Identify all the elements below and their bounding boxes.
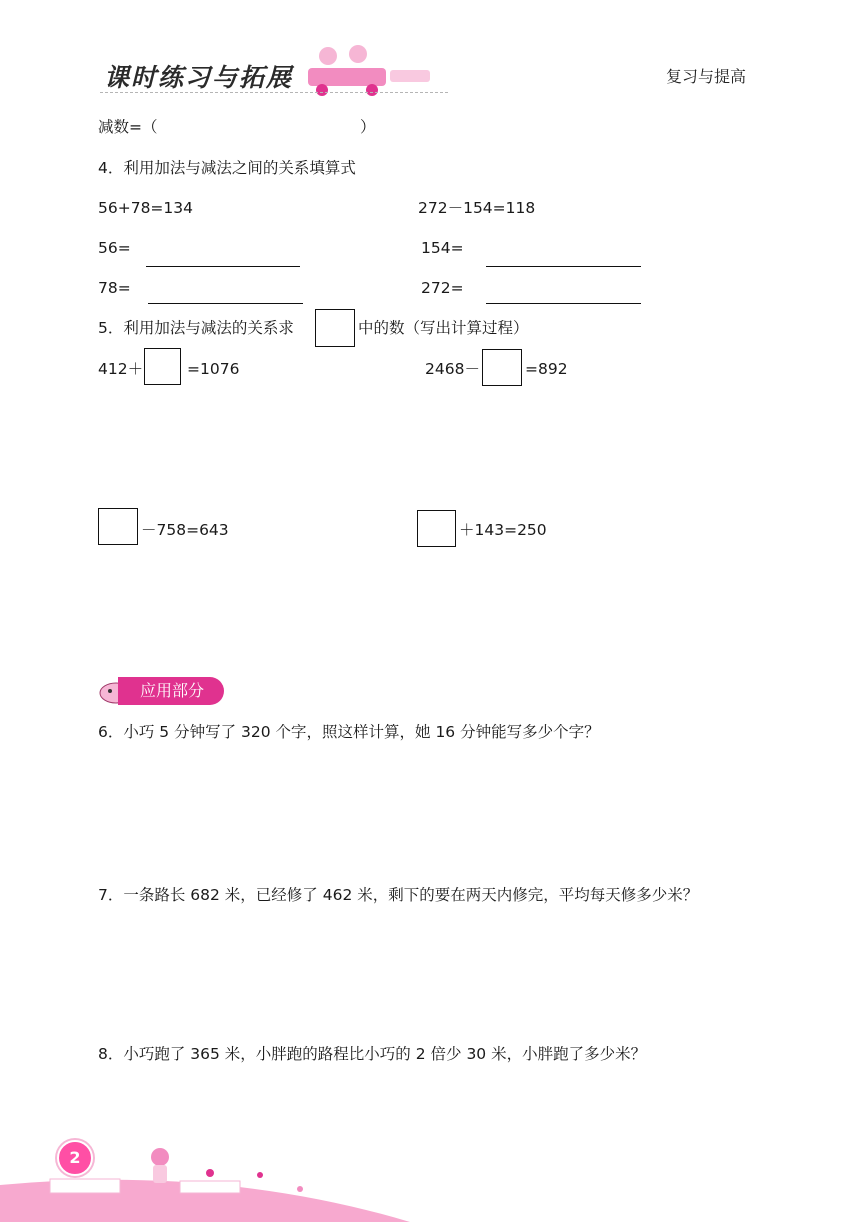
header-divider	[100, 92, 448, 93]
q4-title: 4．利用加法与减法之间的关系填算式	[98, 159, 356, 177]
q5-eq1-before: 412＋	[98, 360, 144, 378]
q5-eq4-blank-box[interactable]	[417, 510, 456, 547]
section-tag: 复习与提高	[665, 67, 746, 86]
q4-right-answer-line-1[interactable]	[486, 266, 641, 267]
subtrahend-close-paren: ）	[360, 118, 376, 136]
subtrahend-label: 减数=（	[98, 118, 158, 136]
q5-eq3-after: －758=643	[141, 521, 229, 539]
q5-eq1-blank-box[interactable]	[144, 348, 181, 385]
q4-left-answer-line-2[interactable]	[148, 303, 303, 304]
q5-eq3-blank-box[interactable]	[98, 508, 138, 545]
q4-left-line2-label: 78=	[98, 279, 131, 297]
q5-title-before: 5．利用加法与减法的关系求	[98, 319, 294, 337]
q4-left-given: 56+78=134	[98, 199, 194, 217]
page-number: 2	[57, 1140, 93, 1176]
q4-right-given: 272－154=118	[418, 199, 536, 217]
q4-right-answer-line-2[interactable]	[486, 303, 641, 304]
q8-text: 8．小巧跑了 365 米，小胖跑的路程比小巧的 2 倍少 30 米，小胖跑了多少米？	[98, 1045, 647, 1063]
q4-left-line1-label: 56=	[98, 239, 131, 257]
q6-text: 6．小巧 5 分钟写了 320 个字，照这样计算，她 16 分钟能写多少个字？	[98, 723, 600, 741]
q5-eq1-after: =1076	[187, 360, 240, 378]
brand-title: 课时练习与拓展	[104, 63, 294, 92]
footer-decoration	[0, 1145, 860, 1222]
q7-text: 7．一条路长 682 米，已经修了 462 米，剩下的要在两天内修完，平均每天修多少米？	[98, 886, 699, 904]
q5-eq2-blank-box[interactable]	[482, 349, 522, 386]
q5-eq2-before: 2468－	[425, 360, 480, 378]
q5-eq4-after: ＋143=250	[459, 521, 547, 539]
q5-eq2-after: =892	[525, 360, 568, 378]
q4-left-answer-line-1[interactable]	[146, 266, 300, 267]
q4-right-line1-label: 154=	[421, 239, 464, 257]
q5-title-blank-box	[315, 309, 355, 347]
application-section-badge: 应用部分	[118, 677, 224, 705]
q5-title-after: 中的数（写出计算过程）	[358, 319, 529, 337]
q4-right-line2-label: 272=	[421, 279, 464, 297]
kids-cart-illustration	[290, 40, 450, 96]
